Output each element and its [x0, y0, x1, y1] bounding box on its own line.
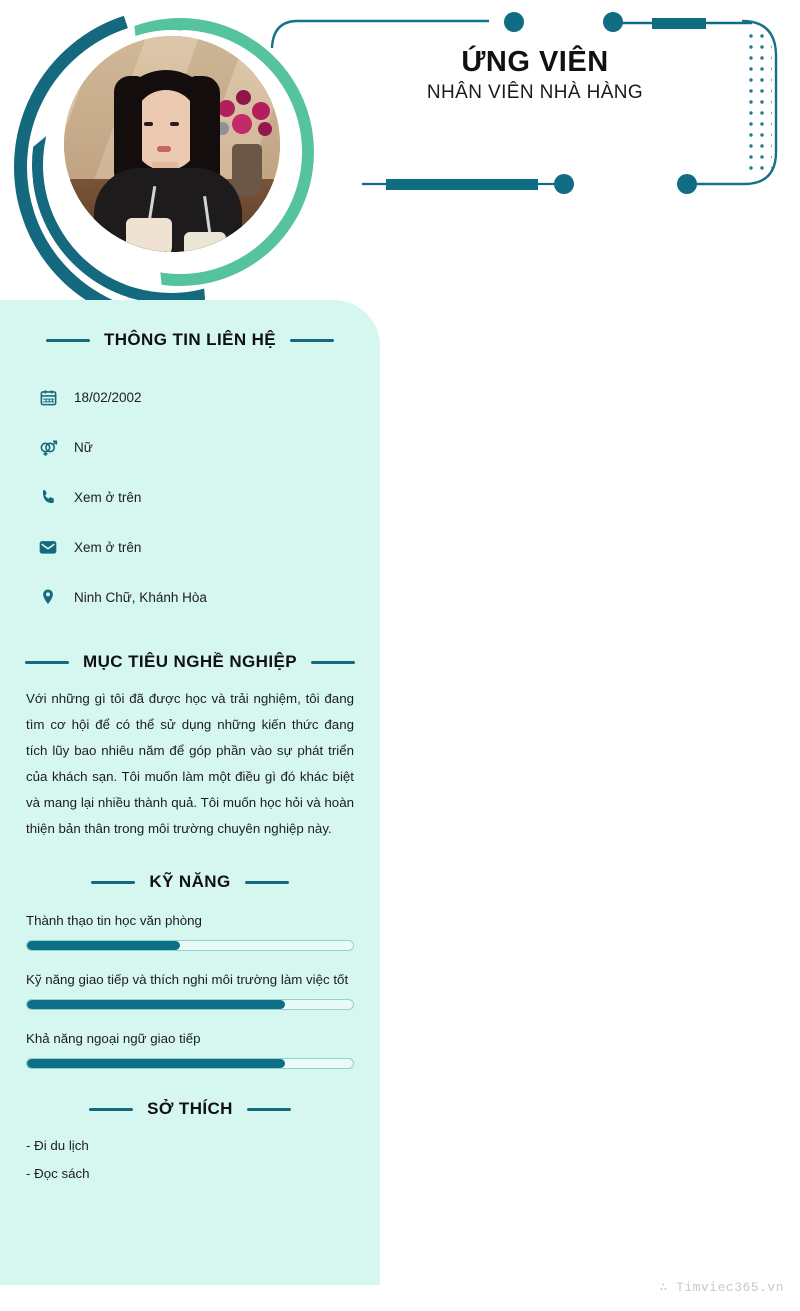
hobbies-section-title: SỞ THÍCH	[147, 1099, 233, 1118]
contact-item-email	[26, 522, 354, 572]
skill-progress-fill	[27, 1059, 285, 1068]
divider-line-left	[91, 881, 135, 884]
decor-dot-top-right	[603, 12, 623, 32]
footer-watermark: ∴ Timviec365.vn	[659, 1280, 784, 1295]
contact-value-email: Xem ở trên	[74, 539, 142, 555]
decor-dot-top-left	[504, 12, 524, 32]
location-icon	[38, 587, 58, 607]
contact-item-gender	[26, 422, 354, 472]
contact-item-birthdate	[26, 372, 354, 422]
divider-line-right	[245, 881, 289, 884]
contact-value-phone: Xem ở trên	[74, 489, 142, 505]
skill-item	[26, 967, 354, 1010]
sidebar	[0, 300, 380, 1285]
skill-progress-fill	[27, 1000, 285, 1009]
skills-section-header	[26, 872, 354, 892]
skill-label: Thành thạo tin học văn phòng	[26, 913, 202, 928]
contact-item-location	[26, 572, 354, 622]
contact-value-gender: Nữ	[74, 439, 93, 455]
contact-section-header	[26, 330, 354, 350]
skill-progress-fill	[27, 941, 180, 950]
photo-block	[14, 8, 306, 300]
objective-section-title: MỤC TIÊU NGHỀ NGHIỆP	[83, 652, 297, 671]
hobbies-section-header	[26, 1099, 354, 1119]
page-title: ỨNG VIÊN	[461, 46, 609, 78]
header-title-block	[330, 46, 740, 104]
skill-progress-track	[26, 1058, 354, 1069]
calendar-icon	[38, 387, 58, 407]
objective-section	[26, 652, 354, 842]
contact-item-phone	[26, 472, 354, 522]
contact-section-title: THÔNG TIN LIÊN HỆ	[103, 330, 277, 349]
divider-line-left	[46, 339, 90, 342]
contact-value-location: Ninh Chữ, Khánh Hòa	[74, 589, 207, 605]
page-subtitle: NHÂN VIÊN NHÀ HÀNG	[426, 82, 644, 104]
phone-icon	[38, 487, 58, 507]
divider-line-left	[25, 661, 69, 664]
candidate-photo	[64, 36, 280, 252]
objective-section-header	[26, 652, 354, 672]
email-icon	[38, 537, 58, 557]
divider-line-right	[247, 1108, 291, 1111]
contact-section	[26, 330, 354, 622]
divider-line-right	[290, 339, 334, 342]
objective-text: Với những gì tôi đã được học và trải nghiệm, tôi đang tìm cơ hội để có thể sử dụng những kiến thức đang tích lũy bao nhiêu năm để góp phần vào sự phát triển của khách sạn. Tôi muốn làm một điều gì đó khác biệt và mang lại nhiều thành quả. Tôi muốn học hỏi và hoàn thiện bản thân trong môi trường chuyên nghiệp này.	[26, 691, 354, 836]
header	[0, 0, 800, 300]
hobby-item: - Đi du lịch	[26, 1138, 89, 1153]
contact-list	[26, 372, 354, 622]
skills-section-title: KỸ NĂNG	[149, 872, 231, 891]
skill-progress-track	[26, 940, 354, 951]
skill-item	[26, 908, 354, 951]
skill-progress-track	[26, 999, 354, 1010]
decor-dot-bottom-left	[554, 174, 574, 194]
skill-label: Kỹ năng giao tiếp và thích nghi môi trường làm việc tốt	[26, 972, 349, 987]
hobby-item: - Đọc sách	[26, 1166, 90, 1181]
contact-value-birthdate: 18/02/2002	[74, 389, 142, 405]
divider-line-right	[311, 661, 355, 664]
divider-line-left	[89, 1108, 133, 1111]
skill-item	[26, 1026, 354, 1069]
decor-dot-bottom-right	[677, 174, 697, 194]
hobbies-section	[26, 1099, 354, 1187]
skill-label: Khả năng ngoại ngữ giao tiếp	[26, 1031, 201, 1046]
skills-section	[26, 872, 354, 1069]
gender-icon	[38, 437, 58, 457]
